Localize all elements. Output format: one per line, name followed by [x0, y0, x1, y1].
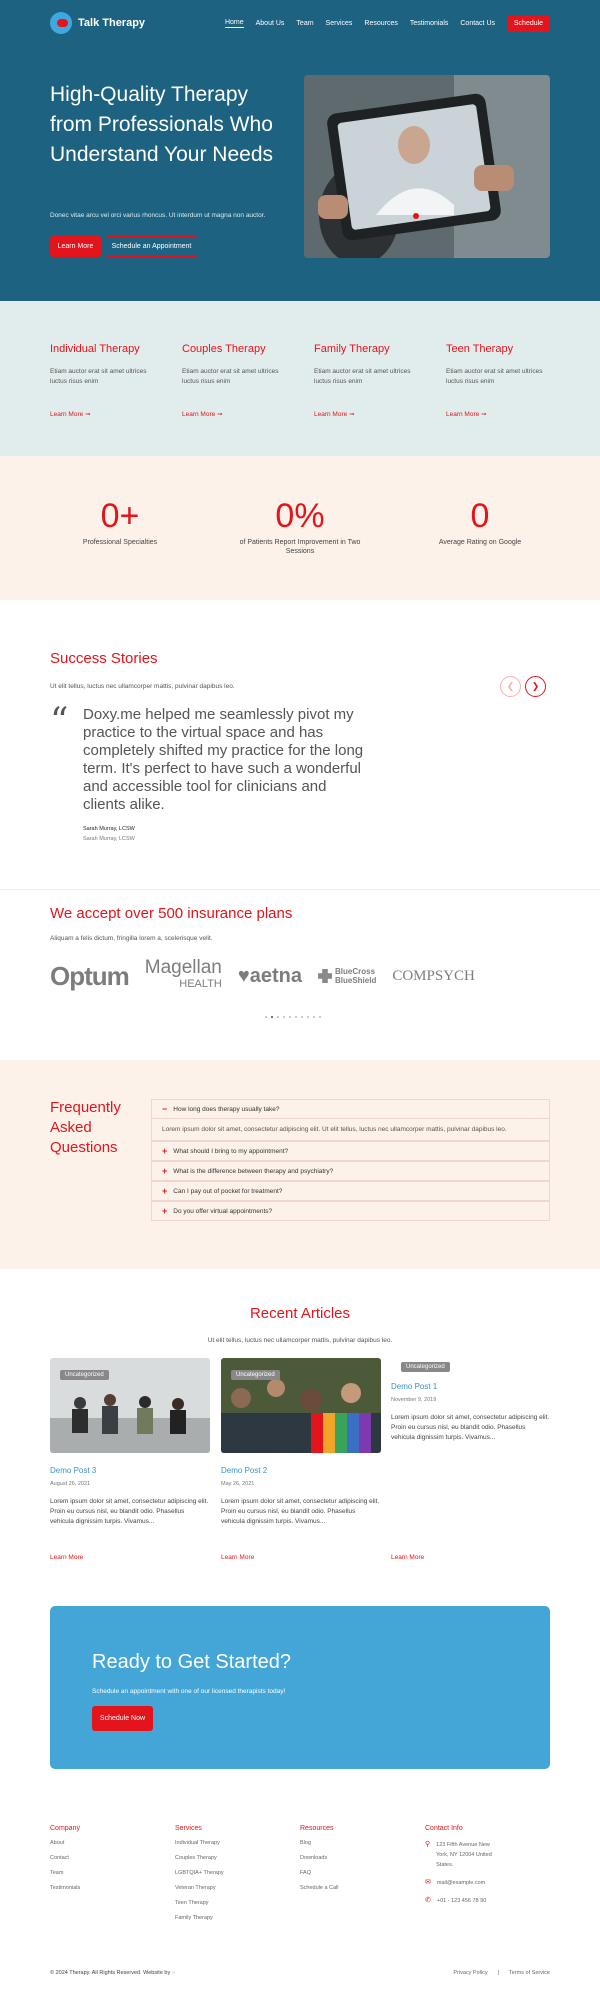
hero-section [0, 0, 600, 301]
question-text: How long does therapy usually take? [173, 1105, 280, 1113]
logo-icon [50, 12, 72, 34]
testimonial-quote: Doxy.me helped me seamlessly pivot my practice to the virtual space and has completely shifted my practice for the long term. It's perfect to have such a wonderful and accessible tool for clinicians and clients alike. [83, 706, 364, 813]
article-card[interactable] [221, 1358, 381, 1561]
carousel-dot[interactable] [271, 1016, 273, 1018]
aetna-logo [238, 965, 302, 988]
cta-subtitle: Schedule an appointment with one of our licensed therapists today! [92, 1688, 286, 1695]
contact-phone[interactable] [425, 1896, 550, 1906]
footer-heading: Company [50, 1825, 80, 1832]
footer-link[interactable]: Testimonials [50, 1885, 81, 1891]
nav-contact[interactable]: Contact Us [460, 19, 495, 27]
testimonial-author: Sarah Murray, LCSW [83, 826, 135, 832]
logo-subtext: HEALTH [179, 978, 222, 990]
article-excerpt: Lorem ipsum dolor sit amet, consectetur adipiscing elit. Proin eu cursus nisl, eu blandit odio. Phasellus vehicula dignissim turpis. Vivamus... [221, 1498, 380, 1525]
nav-team[interactable]: Team [296, 19, 314, 27]
question-text: What should I bring to my appointment? [173, 1147, 289, 1155]
footer-link[interactable]: Veteran Therapy [175, 1885, 216, 1891]
faq-answer: Lorem ipsum dolor sit amet, consectetur adipiscing elit. Ut elit tellus, luctus nec ullamcorper mattis, pulvinar dapibus leo. [151, 1119, 550, 1141]
article-date: November 9, 2019 [391, 1397, 437, 1403]
plus-icon: + [162, 1186, 168, 1196]
logo-text: Magellan [144, 957, 222, 978]
faq-question[interactable] [151, 1181, 550, 1201]
footer-heading: Contact Info [425, 1825, 463, 1832]
article-card[interactable] [50, 1358, 210, 1561]
footer-contact [425, 1825, 550, 1930]
article-date: August 26, 2021 [50, 1481, 91, 1487]
footer-resources [300, 1825, 425, 1930]
arrow-right-icon: ➞ [85, 411, 91, 418]
nav-about[interactable]: About Us [255, 19, 285, 27]
carousel-dot[interactable] [301, 1016, 303, 1018]
service-card [50, 343, 154, 456]
carousel-dot[interactable] [307, 1016, 309, 1018]
footer-company [50, 1825, 175, 1930]
schedule-button[interactable]: Schedule [507, 15, 550, 32]
article-title[interactable]: Demo Post 1 [391, 1382, 438, 1391]
footer-link[interactable]: Teen Therapy [175, 1900, 209, 1906]
articles-title: Recent Articles [249, 1305, 351, 1322]
service-card [446, 343, 550, 456]
video-call-illustration [304, 75, 550, 258]
address-text: 123 Fifth Avenue New York, NY 12004 United States. [436, 1842, 492, 1868]
service-title: Family Therapy [314, 343, 390, 355]
question-text: Can I pay out of pocket for treatment? [173, 1187, 283, 1195]
category-badge[interactable]: Uncategorized [401, 1362, 450, 1372]
stat-item [230, 498, 370, 600]
brand-name: Talk Therapy [78, 17, 146, 29]
cross-icon [318, 969, 332, 983]
plus-icon: + [162, 1146, 168, 1156]
cta-title: Ready to Get Started? [92, 1651, 292, 1673]
faq-question[interactable] [151, 1201, 550, 1221]
email-icon: ✉ [425, 1879, 431, 1886]
footer-services [175, 1825, 300, 1930]
carousel-dot[interactable] [295, 1016, 297, 1018]
learn-more-button[interactable]: Learn More [50, 236, 101, 257]
legal-links [453, 1970, 550, 1976]
stat-label: Professional Specialties [82, 539, 158, 546]
testimonial-role: Sarah Murray, LCSW [83, 836, 135, 842]
faq-question[interactable] [151, 1141, 550, 1161]
link-label: Learn More [446, 411, 480, 418]
footer [50, 1825, 550, 1930]
article-header [391, 1358, 551, 1376]
carousel-dot[interactable] [289, 1016, 291, 1018]
privacy-policy-link[interactable]: Privacy Policy [453, 1970, 488, 1976]
footer-link[interactable]: Individual Therapy [175, 1840, 220, 1846]
articles-subtitle: Ut elit tellus, luctus nec ullamcorper mattis, pulvinar dapibus leo. [207, 1337, 393, 1344]
section-title: We accept over 500 insurance plans [50, 905, 293, 922]
top-nav [50, 12, 550, 34]
footer-link[interactable]: FAQ [300, 1870, 312, 1876]
article-excerpt: Lorem ipsum dolor sit amet, consectetur adipiscing elit. Proin eu cursus nisl, eu blandit odio. Phasellus vehicula dignissim turpis. Vivamus... [50, 1498, 209, 1525]
service-card [182, 343, 286, 456]
copyright-text: © 2024 Therapy. All Rights Reserved. Website by [50, 1970, 171, 1976]
hero-title: High-Quality Therapy from Professionals Who Understand Your Needs [50, 83, 273, 166]
question-text: Do you offer virtual appointments? [173, 1207, 273, 1215]
service-card [314, 343, 418, 456]
article-image [221, 1358, 381, 1453]
stat-label: Average Rating on Google [438, 539, 522, 546]
minus-icon: − [162, 1104, 168, 1114]
contact-address [425, 1840, 550, 1870]
stat-item [410, 498, 550, 600]
faq-list [151, 1099, 550, 1221]
link-label: Learn More [50, 411, 84, 418]
quote-icon: “ [50, 701, 69, 742]
chevron-right-icon[interactable]: ❯ [525, 676, 546, 697]
footer-link[interactable]: Team [50, 1870, 64, 1876]
plus-icon: + [162, 1166, 168, 1176]
stat-value: 0+ [100, 497, 140, 535]
article-learn-more-link[interactable]: Learn More [50, 1554, 84, 1561]
footer-heading: Resources [300, 1825, 334, 1832]
article-image [50, 1358, 210, 1453]
schedule-now-button[interactable]: Schedule Now [92, 1706, 153, 1731]
article-learn-more-link[interactable]: Learn More [221, 1554, 255, 1561]
service-title: Teen Therapy [446, 343, 514, 355]
service-learn-more-link[interactable] [182, 411, 223, 418]
article-title[interactable]: Demo Post 3 [50, 1466, 97, 1475]
heart-icon: ♥ [237, 964, 250, 987]
article-card[interactable] [391, 1358, 551, 1561]
service-learn-more-link[interactable] [446, 411, 487, 418]
service-title: Individual Therapy [50, 343, 140, 355]
nav-services[interactable]: Services [325, 19, 353, 27]
email-text: mail@example.com [436, 1880, 486, 1886]
article-date: May 26, 2021 [221, 1481, 255, 1487]
faq-title: Frequently Asked Questions [50, 1099, 121, 1156]
logo-text: aetna [249, 964, 302, 987]
section-subtitle: Ut elit tellus, luctus nec ullamcorper mattis, pulvinar dapibus leo. [50, 683, 235, 690]
phone-icon: ✆ [425, 1897, 431, 1904]
service-text: Etiam auctor erat sit amet ultrices luctus risus enim [446, 368, 543, 385]
chevron-left-icon[interactable]: ❮ [500, 676, 521, 697]
arrow-right-icon: ➞ [481, 411, 487, 418]
stat-label: of Patients Report Improvement in Two Sessions [239, 539, 361, 555]
cta-banner [50, 1606, 550, 1769]
service-learn-more-link[interactable] [314, 411, 355, 418]
arrow-right-icon: ➞ [217, 411, 223, 418]
nav-resources[interactable]: Resources [364, 19, 398, 27]
logo-text: BlueCross [335, 967, 376, 976]
footer-heading: Services [175, 1825, 202, 1832]
carousel-dot[interactable] [277, 1016, 279, 1018]
service-text: Etiam auctor erat sit amet ultrices luctus risus enim [50, 368, 147, 385]
insurance-logos [50, 957, 475, 992]
copyright [50, 1970, 175, 1976]
nav-testimonials[interactable]: Testimonials [409, 19, 449, 27]
designer-icon[interactable]: ◌ [171, 1970, 176, 1976]
logo[interactable] [50, 12, 145, 34]
category-badge[interactable]: Uncategorized [60, 1370, 109, 1380]
contact-email[interactable] [425, 1878, 550, 1888]
location-pin-icon: ⚲ [425, 1841, 431, 1848]
carousel-dot[interactable] [283, 1016, 285, 1018]
stat-value: 0 [470, 497, 490, 535]
carousel-controls [500, 676, 546, 697]
section-title: Success Stories [50, 650, 158, 667]
stats-section [0, 456, 600, 600]
footer-link[interactable]: Contact [50, 1855, 69, 1861]
stat-value: 0% [275, 497, 325, 535]
carousel-dot[interactable] [265, 1016, 267, 1018]
plus-icon: + [162, 1206, 168, 1216]
hero-image [304, 75, 550, 258]
compsych-logo: COMPSYCH [392, 967, 475, 984]
footer-link[interactable]: Family Therapy [175, 1915, 213, 1921]
main-menu [225, 15, 550, 32]
service-text: Etiam auctor erat sit amet ultrices luctus risus enim [314, 368, 411, 385]
question-text: What is the difference between therapy and psychiatry? [173, 1167, 334, 1175]
logo-text: BlueShield [335, 976, 377, 985]
magellan-logo [144, 957, 222, 992]
footer-link[interactable]: Downloads [300, 1855, 328, 1861]
service-text: Etiam auctor erat sit amet ultrices luctus risus enim [182, 368, 279, 385]
article-excerpt: Lorem ipsum dolor sit amet, consectetur adipiscing elit. Proin eu cursus nisl, eu blandit odio. Phasellus vehicula dignissim turpis. Vivamus... [391, 1414, 550, 1441]
article-learn-more-link[interactable]: Learn More [391, 1554, 425, 1561]
hero-subtitle: Donec vitae arcu vel orci varius rhoncus. Ut interdum ut magna non auctor. [50, 212, 266, 219]
services-section [0, 301, 600, 456]
section-subtitle: Aliquam a felis dictum, fringilla lorem a, scelerisque velit. [50, 935, 213, 942]
faq-question[interactable] [151, 1161, 550, 1181]
footer-link[interactable]: Schedule a Call [300, 1885, 339, 1891]
carousel-dots [265, 1016, 321, 1018]
link-label: Learn More [182, 411, 216, 418]
optum-logo: Optum [50, 960, 129, 991]
category-badge[interactable]: Uncategorized [231, 1370, 280, 1380]
terms-link[interactable]: Terms of Service [509, 1970, 550, 1976]
service-learn-more-link[interactable] [50, 411, 91, 418]
divider: | [497, 1970, 500, 1976]
link-label: Learn More [314, 411, 348, 418]
footer-link[interactable]: Couples Therapy [175, 1855, 217, 1861]
article-title[interactable]: Demo Post 2 [221, 1466, 268, 1475]
service-title: Couples Therapy [182, 343, 266, 355]
stat-item [50, 498, 190, 600]
faq-question[interactable] [151, 1099, 550, 1119]
nav-home[interactable]: Home [224, 18, 244, 26]
hero-buttons [50, 236, 198, 257]
footer-link[interactable]: About [50, 1840, 65, 1846]
footer-link[interactable]: Blog [300, 1840, 312, 1846]
bcbs-logo [318, 967, 376, 985]
schedule-appointment-button[interactable]: Schedule an Appointment [105, 236, 198, 257]
carousel-dot[interactable] [313, 1016, 315, 1018]
footer-link[interactable]: LGBTQIA+ Therapy [175, 1870, 224, 1876]
phone-text: +01 - 123 456 78 90 [436, 1898, 487, 1904]
arrow-right-icon: ➞ [349, 411, 355, 418]
carousel-dot[interactable] [319, 1016, 321, 1018]
